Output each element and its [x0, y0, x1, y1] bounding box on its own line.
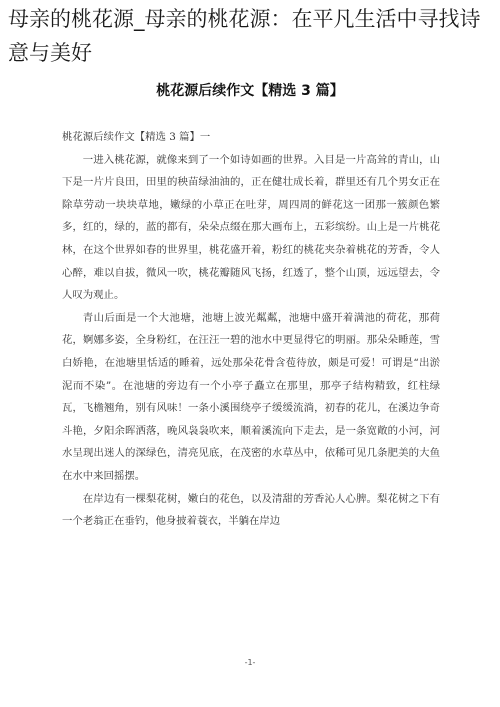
paragraph: 一进入桃花源，就像来到了一个如诗如画的世界。入目是一片高耸的青山，山下是一片片良田，田里的秧苗绿油油的，正在健壮成长着，群里还有几个男女正在除草劳动一块块草地，嫩绿的小草正在吐芽，周四周的鲜花这一团那一簇颜色繁多，红的，绿的，蓝的都有，朵朵点缀在那大画布上，五彩缤纷。山上是一片桃花林，在这个世界如春的世界里，桃花盛开着，粉红的桃花夹杂着桃花的芳香，令人心醉，难以自拔，微风一吹，桃花瓣随风飞扬，红透了，整个山顶，远远望去，令人叹为观止。: [62, 153, 440, 302]
document-body: [62, 126, 440, 533]
page-title: 母亲的桃花源_母亲的桃花源：在平凡生活中寻找诗意与美好: [8, 7, 481, 65]
page-number: -1-: [244, 658, 256, 667]
document-page: [0, 72, 500, 707]
paragraph: 在岸边有一棵梨花树，嫩白的花色，以及清甜的芳香沁人心脾。梨花树之下有一个老翁正在垂钓，他身披着蓑衣，半躺在岸边: [62, 492, 440, 528]
paragraph: 青山后面是一个大池塘，池塘上波光粼粼，池塘中盛开着满池的荷花，那荷花，婀娜多姿，全身粉红，在汪汪一碧的池水中更显得它的明丽。那朵朵睡莲，雪白娇艳，在池塘里恬适的睡着，远处那朵花骨含苞待放，颇是可爱！可谓是“出淤泥而不染”。在池塘的旁边有一个小亭子矗立在那里，那亭子结构精致，红柱绿瓦，飞檐翘角，别有风味！一条小溪围绕亭子缓缓流淌，初春的花儿，在溪边争奇斗艳，夕阳余晖洒落，晚风袅袅吹来，顺着溪流向下走去，是一条宽敞的小河，河水呈现出迷人的深绿色，清亮见底，在茂密的水草丛中，依稀可见几条肥美的大鱼在水中来回摇摆。: [62, 311, 440, 482]
document-title: 桃花源后续作文【精选 3 篇】: [156, 83, 344, 99]
document-subheading: 桃花源后续作文【精选 3 篇】一: [62, 131, 211, 143]
